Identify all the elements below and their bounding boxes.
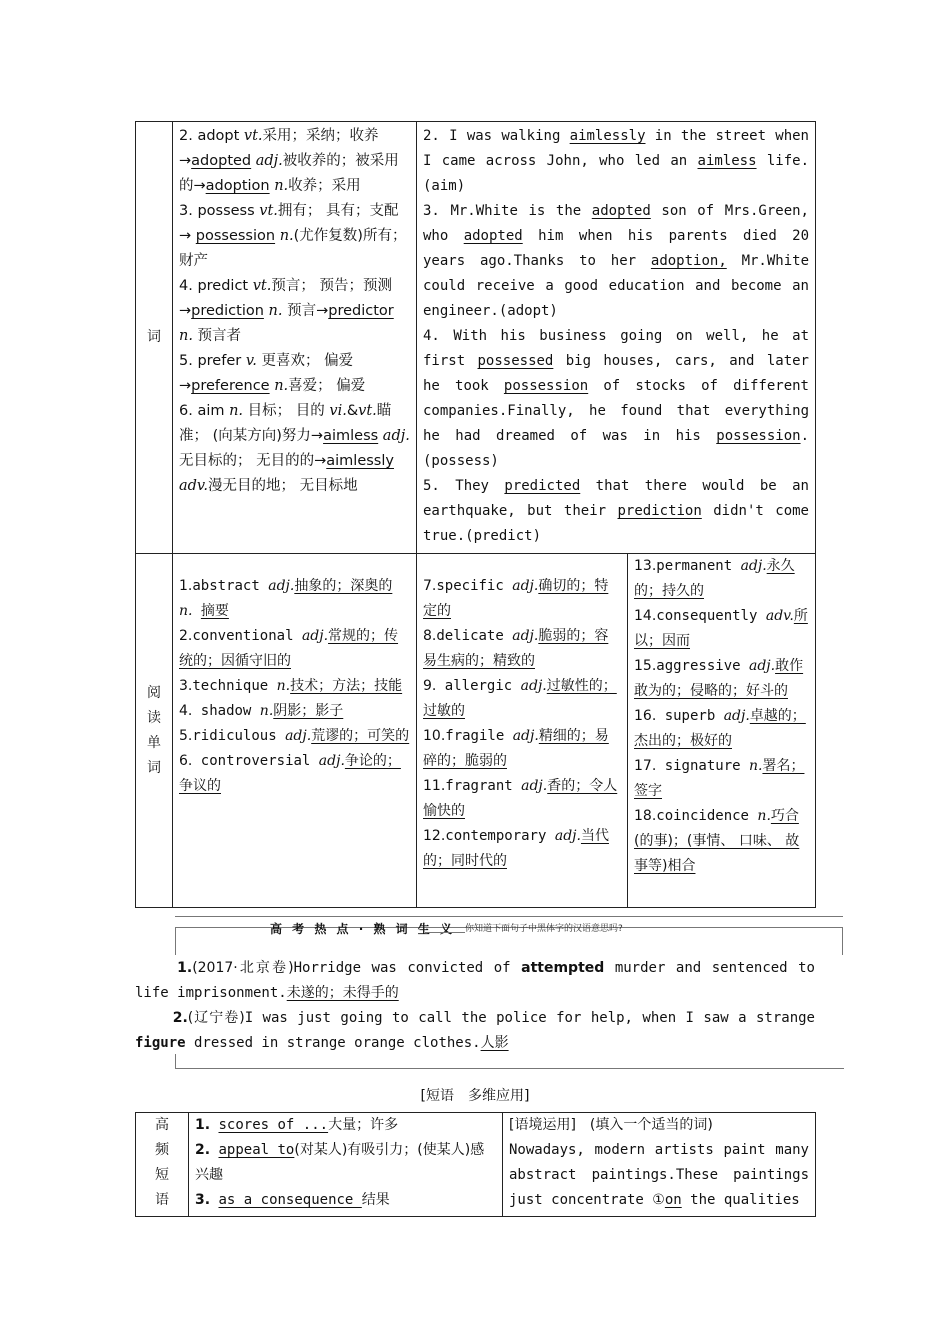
phrase-exercise: [503, 1113, 816, 1217]
reading-word-1: 7.specific adj.确切的；特定的: [423, 578, 609, 619]
reading-word-1: 1.abstract adj.抽象的；深奥的 n. 摘要: [179, 578, 393, 619]
phrases-section-title: [短语 多维应用]: [420, 1088, 530, 1104]
hot-section: [135, 908, 843, 1073]
reading-word-5: 11.fragrant adj.香的；令人愉快的: [423, 778, 618, 819]
phrase-list: [189, 1113, 503, 1217]
hot-sentence-2: 2.(辽宁卷)I was just going to call the police for help, when I saw a strange figure dressed in strange orange clothes.人影: [135, 1010, 815, 1051]
reading-col-3: [628, 554, 816, 908]
reading-word-6: 12.contemporary adj.当代的；同时代的: [423, 828, 609, 869]
exercise-title: [语境运用] (填入一个适当的词): [509, 1117, 713, 1133]
vocab-right-cell: [417, 122, 816, 554]
reading-word-1: 13.permanent adj.永久的；持久的: [634, 558, 795, 599]
sentence-possess: 4. With his business going on well, he at first possessed big houses, cars, and later he took possession of stocks of different companies.Finally, he found that everything he had dreamed of was in his possession. (possess): [423, 328, 809, 469]
phrases-table: [135, 1112, 816, 1217]
vocab-item-prefer: 5. prefer v. 更喜欢； 偏爱→preference n.喜爱； 偏爱: [179, 353, 366, 394]
reading-word-5: 17. signature n.署名；签字: [634, 758, 805, 799]
reading-word-6: 18.coincidence n.巧合(的事)；(事情、 口味、 故事等)相合: [634, 808, 800, 874]
reading-word-4: 4. shadow n.阴影；影子: [179, 703, 344, 719]
vocab-item-adopt: 2. adopt vt.采用；采纳；收养→adopted adj.被收养的；被采用的→adoption n.收养；采用: [179, 128, 399, 194]
hot-subtitle: 你知道下面句子中黑体字的汉语意思吗?: [465, 924, 623, 934]
hot-sentence-1: 1.(2017·北京卷)Horridge was convicted of attempted murder and sentenced to life imprisonment.未遂的；未得手的: [135, 960, 815, 1001]
sentence-predict: 5. They predicted that there would be an earthquake, but their prediction didn't come true.(predict): [423, 478, 809, 544]
vocab-item-predict: 4. predict vt.预言； 预告；预测→prediction n. 预言→predictor n. 预言者: [179, 278, 394, 344]
reading-word-4: 16. superb adj.卓越的；杰出的；极好的: [634, 708, 806, 749]
exercise-text: Nowadays, modern artists paint many abstract paintings.These paintings just concentrate ①on the qualities: [509, 1142, 809, 1208]
reading-word-3: 15.aggressive adj.敢作敢为的；侵略的；好斗的: [634, 658, 804, 699]
reading-col-2: [417, 554, 628, 908]
reading-word-2: 14.consequently adv.所以；因而: [634, 608, 808, 649]
reading-word-4: 10.fragile adj.精细的；易碎的；脆弱的: [423, 728, 609, 769]
phrase-item: 2. appeal to(对某人)有吸引力；(使某人)感兴趣: [195, 1142, 485, 1183]
vocab-item-possess: 3. possess vt.拥有； 具有；支配→ possession n.(尤作复数)所有； 财产: [179, 203, 407, 269]
reading-word-6: 6. controversial adj.争论的；争议的: [179, 753, 401, 794]
reading-word-3: 9. allergic adj.过敏性的；过敏的: [423, 678, 617, 719]
vocab-table: [135, 121, 816, 908]
reading-word-2: 8.delicate adj.脆弱的；容易生病的；精致的: [423, 628, 609, 669]
vocab-label: 词: [136, 122, 173, 554]
reading-word-3: 3.technique n.技术；方法；技能: [179, 678, 403, 694]
vocab-item-aim: 6. aim n. 目标； 目的 vi.&vt.瞄准； (向某方向)努力→aimless adj.无目标的； 无目的的→aimlessly adv.漫无目的地； 无目标地: [179, 403, 410, 494]
sentence-aim: 2. I was walking aimlessly in the street when I came across John, who led an aimless life. (aim): [423, 128, 809, 194]
reading-word-5: 5.ridiculous adj.荒谬的；可笑的: [179, 728, 410, 744]
hot-title: 高 考 热 点 · 熟 词 生 义: [270, 922, 455, 936]
reading-word-2: 2.conventional adj.常规的；传统的；因循守旧的: [179, 628, 399, 669]
vocab-left-cell: [173, 122, 417, 554]
phrase-item: 3. as a consequence 结果: [195, 1192, 390, 1208]
reading-label: 阅 读 单 词: [136, 554, 173, 908]
reading-col-1: [173, 554, 417, 908]
phrase-item: 1. scores of ...大量；许多: [195, 1117, 399, 1133]
phrases-label: 高 频 短 语: [136, 1113, 189, 1217]
sentence-adopt: 3. Mr.White is the adopted son of Mrs.Green, who adopted him when his parents died 20 years ago.Thanks to her adoption, Mr.White could receive a good education and become an engineer.(adopt): [423, 203, 810, 319]
